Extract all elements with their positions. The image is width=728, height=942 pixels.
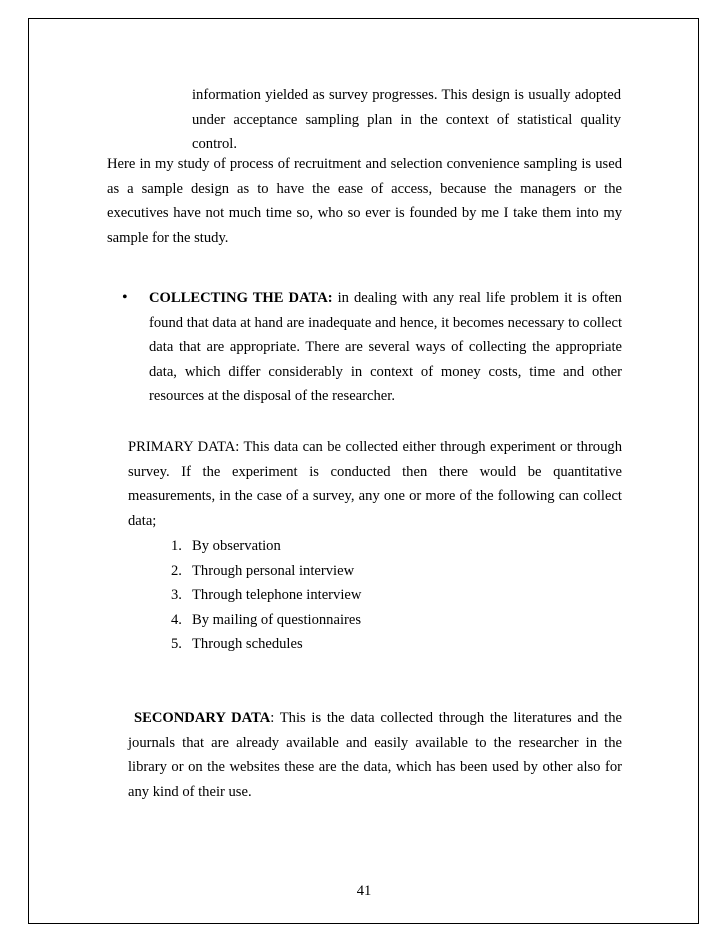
intro-paragraph: information yielded as survey progresses. This design is usually adopted under acceptance sampling plan in the context of statistical quality control. (192, 87, 621, 152)
list-item-number: 4. (171, 611, 182, 628)
collection-methods-list (171, 534, 471, 657)
list-item-number: 1. (171, 538, 182, 554)
sampling-paragraph: Here in my study of process of recruitment and selection convenience sampling is used as a sample design as to have the ease of access, because the managers or the executives have not much time so, who so ever is founded by me I take them into my sample for the study. (107, 156, 622, 246)
list-item (171, 632, 471, 657)
collecting-data-body: in dealing with any real life problem it is often found that data at hand are inadequate and hence, it becomes necessary to collect data that are appropriate. There are several ways of collecting the appropriate data, which differ considerably in context of money costs, time and other resources at the disposal of the researcher. (149, 290, 622, 404)
primary-data-paragraph: PRIMARY DATA: This data can be collected either through experiment or through survey. If the experiment is conducted then there would be quantitative measurements, in the case of a survey, any one or more of the following can collect data; (128, 439, 622, 529)
secondary-data-body: : This is the data collected through the literatures and the journals that are already available and easily available to the researcher in the library or on the websites these are the data, which has been used by other also for any kind of their use. (128, 710, 622, 800)
list-item (171, 534, 471, 559)
bullet-icon: • (122, 289, 128, 306)
list-item (171, 559, 471, 584)
collecting-data-heading: COLLECTING THE DATA: (149, 290, 333, 306)
list-item (171, 583, 471, 608)
list-item-number: 5. (171, 636, 182, 652)
list-item-number: 2. (171, 562, 182, 579)
list-item-text: Through telephone interview (192, 587, 362, 603)
collecting-data-text (149, 286, 622, 409)
page-number: 41 (356, 883, 372, 899)
secondary-data-paragraph (128, 706, 622, 804)
list-item-text: By mailing of questionnaires (192, 611, 362, 628)
list-item-number: 3. (171, 587, 182, 603)
secondary-data-heading: SECONDARY DATA (134, 710, 271, 726)
list-item-text: Through schedules (192, 636, 303, 652)
list-item-text: By observation (192, 538, 281, 554)
list-item-text: Through personal interview (192, 562, 355, 579)
list-item (171, 608, 471, 633)
